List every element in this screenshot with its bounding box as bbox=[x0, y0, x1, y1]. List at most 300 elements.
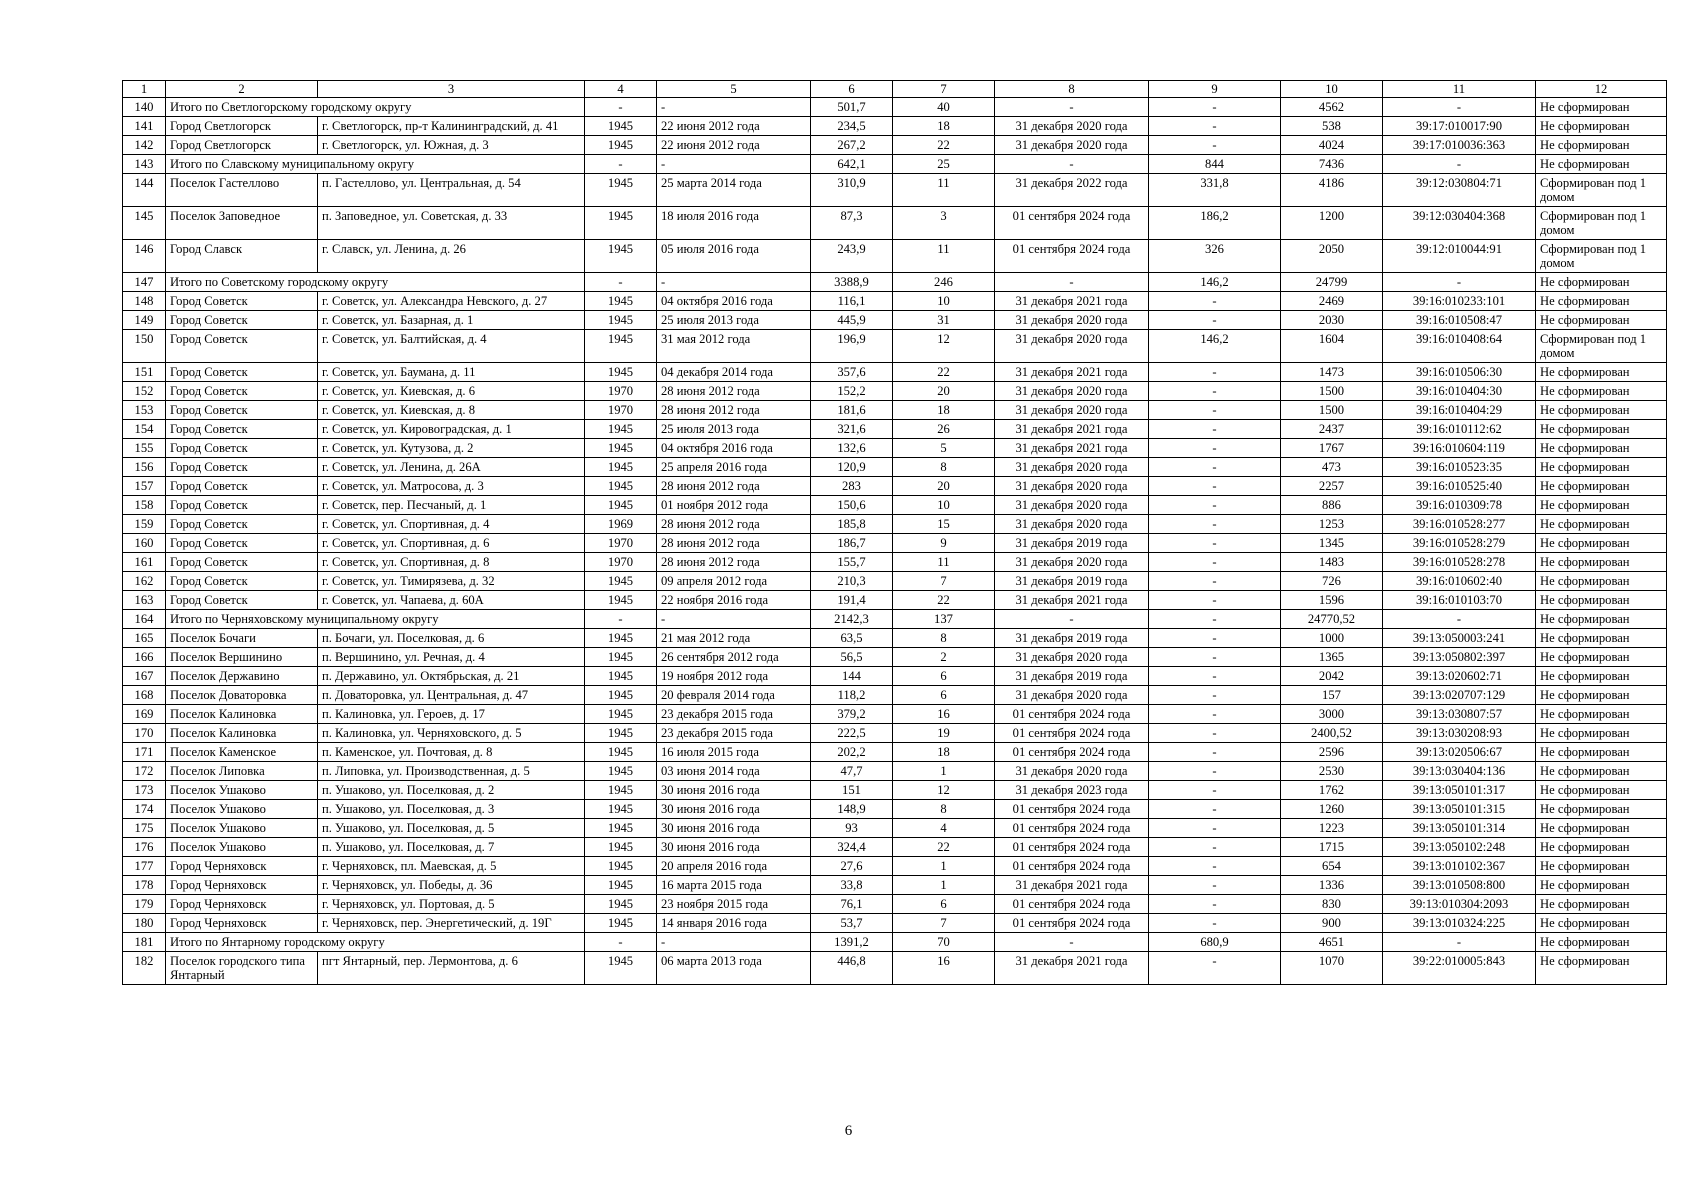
row-number-cell: 172 bbox=[123, 762, 166, 781]
land-area-cell: - bbox=[1149, 477, 1281, 496]
cost-cell: 24770,52 bbox=[1281, 610, 1383, 629]
cadastral-number-cell: 39:17:010017:90 bbox=[1383, 117, 1536, 136]
settlement-name-cell: Город Советск bbox=[166, 515, 318, 534]
land-status-cell: Не сформирован bbox=[1536, 648, 1667, 667]
land-status-cell: Не сформирован bbox=[1536, 914, 1667, 933]
recognition-date-cell: 28 июня 2012 года bbox=[657, 401, 811, 420]
row-number-cell: 161 bbox=[123, 553, 166, 572]
total-row bbox=[123, 933, 1667, 952]
relocation-date-cell: 31 декабря 2020 года bbox=[995, 330, 1149, 363]
column-number: 7 bbox=[893, 81, 995, 98]
cost-cell: 1253 bbox=[1281, 515, 1383, 534]
table-row bbox=[123, 534, 1667, 553]
column-number: 10 bbox=[1281, 81, 1383, 98]
area-cell: 283 bbox=[811, 477, 893, 496]
land-area-cell: - bbox=[1149, 895, 1281, 914]
address-cell: п. Гастеллово, ул. Центральная, д. 54 bbox=[318, 174, 585, 207]
land-status-cell: Не сформирован bbox=[1536, 857, 1667, 876]
year-built-cell: 1945 bbox=[585, 207, 657, 240]
area-cell: 33,8 bbox=[811, 876, 893, 895]
land-status-cell: Не сформирован bbox=[1536, 895, 1667, 914]
relocation-date-cell: 31 декабря 2019 года bbox=[995, 534, 1149, 553]
recognition-date-cell: 23 ноября 2015 года bbox=[657, 895, 811, 914]
address-cell: г. Черняховск, пл. Маевская, д. 5 bbox=[318, 857, 585, 876]
land-status-cell: Не сформирован bbox=[1536, 420, 1667, 439]
year-built-cell: 1945 bbox=[585, 174, 657, 207]
relocation-date-cell: 31 декабря 2019 года bbox=[995, 629, 1149, 648]
area-cell: 222,5 bbox=[811, 724, 893, 743]
relocation-date-cell: 31 декабря 2021 года bbox=[995, 420, 1149, 439]
area-cell: 132,6 bbox=[811, 439, 893, 458]
land-area-cell: - bbox=[1149, 496, 1281, 515]
land-status-cell: Не сформирован bbox=[1536, 363, 1667, 382]
year-built-cell: 1945 bbox=[585, 330, 657, 363]
land-area-cell: - bbox=[1149, 724, 1281, 743]
recognition-date-cell: 14 января 2016 года bbox=[657, 914, 811, 933]
address-cell: г. Советск, ул. Кировоградская, д. 1 bbox=[318, 420, 585, 439]
row-number-cell: 168 bbox=[123, 686, 166, 705]
relocation-date-cell: 31 декабря 2020 года bbox=[995, 553, 1149, 572]
row-number-cell: 150 bbox=[123, 330, 166, 363]
residents-count-cell: 25 bbox=[893, 155, 995, 174]
year-built-cell: 1969 bbox=[585, 515, 657, 534]
row-number-cell: 173 bbox=[123, 781, 166, 800]
cadastral-number-cell: 39:13:050101:315 bbox=[1383, 800, 1536, 819]
recognition-date-cell: 26 сентября 2012 года bbox=[657, 648, 811, 667]
total-row bbox=[123, 610, 1667, 629]
area-cell: 310,9 bbox=[811, 174, 893, 207]
cost-cell: 4024 bbox=[1281, 136, 1383, 155]
cadastral-number-cell: - bbox=[1383, 155, 1536, 174]
row-number-cell: 170 bbox=[123, 724, 166, 743]
table-row bbox=[123, 477, 1667, 496]
column-number: 3 bbox=[318, 81, 585, 98]
land-status-cell: Не сформирован bbox=[1536, 705, 1667, 724]
recognition-date-cell: 09 апреля 2012 года bbox=[657, 572, 811, 591]
page-number: 6 bbox=[844, 1123, 853, 1139]
land-area-cell: - bbox=[1149, 819, 1281, 838]
table-row bbox=[123, 420, 1667, 439]
residents-count-cell: 16 bbox=[893, 952, 995, 985]
row-number-cell: 166 bbox=[123, 648, 166, 667]
residents-count-cell: 11 bbox=[893, 240, 995, 273]
residents-count-cell: 22 bbox=[893, 363, 995, 382]
residents-count-cell: 1 bbox=[893, 857, 995, 876]
recognition-date-cell: 01 ноября 2012 года bbox=[657, 496, 811, 515]
recognition-date-cell: 20 апреля 2016 года bbox=[657, 857, 811, 876]
row-number-cell: 146 bbox=[123, 240, 166, 273]
table-row bbox=[123, 401, 1667, 420]
year-built-cell: - bbox=[585, 933, 657, 952]
address-cell: г. Советск, ул. Кутузова, д. 2 bbox=[318, 439, 585, 458]
table-row bbox=[123, 895, 1667, 914]
recognition-date-cell: 23 декабря 2015 года bbox=[657, 705, 811, 724]
year-built-cell: 1970 bbox=[585, 534, 657, 553]
address-cell: г. Советск, пер. Песчаный, д. 1 bbox=[318, 496, 585, 515]
settlement-name-cell: Город Советск bbox=[166, 477, 318, 496]
area-cell: 642,1 bbox=[811, 155, 893, 174]
cadastral-number-cell: 39:13:050102:248 bbox=[1383, 838, 1536, 857]
table-row bbox=[123, 876, 1667, 895]
settlement-name-cell: Поселок Калиновка bbox=[166, 705, 318, 724]
settlement-name-cell: Город Советск bbox=[166, 534, 318, 553]
row-number-cell: 167 bbox=[123, 667, 166, 686]
table-row bbox=[123, 686, 1667, 705]
cadastral-number-cell: 39:16:010528:279 bbox=[1383, 534, 1536, 553]
residents-count-cell: 22 bbox=[893, 591, 995, 610]
recognition-date-cell: 28 июня 2012 года bbox=[657, 382, 811, 401]
cadastral-number-cell: 39:16:010112:62 bbox=[1383, 420, 1536, 439]
cost-cell: 830 bbox=[1281, 895, 1383, 914]
cadastral-number-cell: 39:16:010404:29 bbox=[1383, 401, 1536, 420]
address-cell: г. Черняховск, ул. Победы, д. 36 bbox=[318, 876, 585, 895]
cadastral-number-cell: 39:13:010508:800 bbox=[1383, 876, 1536, 895]
residents-count-cell: 22 bbox=[893, 136, 995, 155]
address-cell: п. Бочаги, ул. Поселковая, д. 6 bbox=[318, 629, 585, 648]
recognition-date-cell: 19 ноября 2012 года bbox=[657, 667, 811, 686]
year-built-cell: 1945 bbox=[585, 420, 657, 439]
relocation-date-cell: 01 сентября 2024 года bbox=[995, 743, 1149, 762]
year-built-cell: 1970 bbox=[585, 553, 657, 572]
address-cell: г. Советск, ул. Балтийская, д. 4 bbox=[318, 330, 585, 363]
land-status-cell: Не сформирован bbox=[1536, 591, 1667, 610]
land-status-cell: Не сформирован bbox=[1536, 667, 1667, 686]
recognition-date-cell: - bbox=[657, 610, 811, 629]
table-row bbox=[123, 667, 1667, 686]
cadastral-number-cell: 39:13:010102:367 bbox=[1383, 857, 1536, 876]
column-number: 5 bbox=[657, 81, 811, 98]
column-number: 6 bbox=[811, 81, 893, 98]
land-status-cell: Не сформирован bbox=[1536, 292, 1667, 311]
recognition-date-cell: - bbox=[657, 273, 811, 292]
land-area-cell: 146,2 bbox=[1149, 273, 1281, 292]
settlement-name-cell: Итого по Славскому муниципальному округу bbox=[166, 155, 585, 174]
table-row bbox=[123, 240, 1667, 273]
row-number-cell: 178 bbox=[123, 876, 166, 895]
settlement-name-cell: Поселок Заповедное bbox=[166, 207, 318, 240]
settlement-name-cell: Город Черняховск bbox=[166, 876, 318, 895]
recognition-date-cell: 22 июня 2012 года bbox=[657, 136, 811, 155]
year-built-cell: 1945 bbox=[585, 117, 657, 136]
year-built-cell: 1945 bbox=[585, 311, 657, 330]
settlement-name-cell: Город Советск bbox=[166, 591, 318, 610]
address-cell: г. Советск, ул. Базарная, д. 1 bbox=[318, 311, 585, 330]
cadastral-number-cell: 39:13:030404:136 bbox=[1383, 762, 1536, 781]
row-number-cell: 176 bbox=[123, 838, 166, 857]
cost-cell: 157 bbox=[1281, 686, 1383, 705]
land-area-cell: - bbox=[1149, 914, 1281, 933]
residents-count-cell: 2 bbox=[893, 648, 995, 667]
cost-cell: 3000 bbox=[1281, 705, 1383, 724]
year-built-cell: 1945 bbox=[585, 876, 657, 895]
address-cell: п. Каменское, ул. Почтовая, д. 8 bbox=[318, 743, 585, 762]
land-status-cell: Не сформирован bbox=[1536, 477, 1667, 496]
cost-cell: 1336 bbox=[1281, 876, 1383, 895]
row-number-cell: 179 bbox=[123, 895, 166, 914]
recognition-date-cell: 22 ноября 2016 года bbox=[657, 591, 811, 610]
cadastral-number-cell: 39:16:010233:101 bbox=[1383, 292, 1536, 311]
column-number: 12 bbox=[1536, 81, 1667, 98]
land-status-cell: Не сформирован bbox=[1536, 800, 1667, 819]
settlement-name-cell: Город Советск bbox=[166, 458, 318, 477]
table-row bbox=[123, 648, 1667, 667]
cost-cell: 1483 bbox=[1281, 553, 1383, 572]
area-cell: 181,6 bbox=[811, 401, 893, 420]
land-area-cell: - bbox=[1149, 292, 1281, 311]
cadastral-number-cell: 39:12:010044:91 bbox=[1383, 240, 1536, 273]
residents-count-cell: 137 bbox=[893, 610, 995, 629]
land-status-cell: Не сформирован bbox=[1536, 439, 1667, 458]
residents-count-cell: 40 bbox=[893, 98, 995, 117]
settlement-name-cell: Поселок Ушаково bbox=[166, 838, 318, 857]
address-cell: г. Черняховск, пер. Энергетический, д. 19Г bbox=[318, 914, 585, 933]
table-row bbox=[123, 724, 1667, 743]
land-area-cell: - bbox=[1149, 629, 1281, 648]
settlement-name-cell: Итого по Советскому городскому округу bbox=[166, 273, 585, 292]
area-cell: 321,6 bbox=[811, 420, 893, 439]
table-row bbox=[123, 382, 1667, 401]
recognition-date-cell: 31 мая 2012 года bbox=[657, 330, 811, 363]
cadastral-number-cell: - bbox=[1383, 610, 1536, 629]
cost-cell: 1260 bbox=[1281, 800, 1383, 819]
row-number-cell: 180 bbox=[123, 914, 166, 933]
recognition-date-cell: 30 июня 2016 года bbox=[657, 819, 811, 838]
cadastral-number-cell: 39:16:010508:47 bbox=[1383, 311, 1536, 330]
residents-count-cell: 8 bbox=[893, 458, 995, 477]
row-number-cell: 182 bbox=[123, 952, 166, 985]
relocation-date-cell: 01 сентября 2024 года bbox=[995, 838, 1149, 857]
year-built-cell: - bbox=[585, 155, 657, 174]
recognition-date-cell: 25 июля 2013 года bbox=[657, 311, 811, 330]
cadastral-number-cell: 39:13:030208:93 bbox=[1383, 724, 1536, 743]
land-area-cell: - bbox=[1149, 311, 1281, 330]
table-row bbox=[123, 117, 1667, 136]
residents-count-cell: 26 bbox=[893, 420, 995, 439]
recognition-date-cell: 03 июня 2014 года bbox=[657, 762, 811, 781]
residents-count-cell: 12 bbox=[893, 330, 995, 363]
area-cell: 324,4 bbox=[811, 838, 893, 857]
row-number-cell: 177 bbox=[123, 857, 166, 876]
cadastral-number-cell: 39:16:010523:35 bbox=[1383, 458, 1536, 477]
land-area-cell: - bbox=[1149, 534, 1281, 553]
settlement-name-cell: Город Светлогорск bbox=[166, 136, 318, 155]
area-cell: 2142,3 bbox=[811, 610, 893, 629]
residents-count-cell: 11 bbox=[893, 174, 995, 207]
recognition-date-cell: 16 июля 2015 года bbox=[657, 743, 811, 762]
residents-count-cell: 7 bbox=[893, 572, 995, 591]
cadastral-number-cell: 39:16:010528:277 bbox=[1383, 515, 1536, 534]
land-area-cell: 331,8 bbox=[1149, 174, 1281, 207]
area-cell: 3388,9 bbox=[811, 273, 893, 292]
year-built-cell: 1945 bbox=[585, 743, 657, 762]
row-number-cell: 147 bbox=[123, 273, 166, 292]
recognition-date-cell: - bbox=[657, 155, 811, 174]
row-number-cell: 152 bbox=[123, 382, 166, 401]
settlement-name-cell: Город Советск bbox=[166, 553, 318, 572]
settlement-name-cell: Поселок Гастеллово bbox=[166, 174, 318, 207]
settlement-name-cell: Поселок Вершинино bbox=[166, 648, 318, 667]
row-number-cell: 144 bbox=[123, 174, 166, 207]
year-built-cell: 1945 bbox=[585, 838, 657, 857]
address-cell: г. Советск, ул. Баумана, д. 11 bbox=[318, 363, 585, 382]
year-built-cell: 1970 bbox=[585, 382, 657, 401]
recognition-date-cell: 04 октября 2016 года bbox=[657, 439, 811, 458]
relocation-date-cell: 31 декабря 2020 года bbox=[995, 648, 1149, 667]
cost-cell: 2437 bbox=[1281, 420, 1383, 439]
residents-count-cell: 18 bbox=[893, 117, 995, 136]
recognition-date-cell: 04 октября 2016 года bbox=[657, 292, 811, 311]
address-cell: п. Ушаково, ул. Поселковая, д. 5 bbox=[318, 819, 585, 838]
relocation-date-cell: 31 декабря 2020 года bbox=[995, 496, 1149, 515]
column-number: 2 bbox=[166, 81, 318, 98]
settlement-name-cell: Поселок Ушаково bbox=[166, 781, 318, 800]
address-cell: п. Калиновка, ул. Черняховского, д. 5 bbox=[318, 724, 585, 743]
residents-count-cell: 246 bbox=[893, 273, 995, 292]
address-cell: п. Ушаково, ул. Поселковая, д. 3 bbox=[318, 800, 585, 819]
area-cell: 243,9 bbox=[811, 240, 893, 273]
area-cell: 148,9 bbox=[811, 800, 893, 819]
cost-cell: 726 bbox=[1281, 572, 1383, 591]
address-cell: пгт Янтарный, пер. Лермонтова, д. 6 bbox=[318, 952, 585, 985]
year-built-cell: 1945 bbox=[585, 439, 657, 458]
table-row bbox=[123, 458, 1667, 477]
settlement-name-cell: Поселок Липовка bbox=[166, 762, 318, 781]
relocation-date-cell: 01 сентября 2024 года bbox=[995, 207, 1149, 240]
recognition-date-cell: 18 июля 2016 года bbox=[657, 207, 811, 240]
column-number: 4 bbox=[585, 81, 657, 98]
row-number-cell: 174 bbox=[123, 800, 166, 819]
settlement-name-cell: Город Черняховск bbox=[166, 914, 318, 933]
cadastral-number-cell: 39:16:010506:30 bbox=[1383, 363, 1536, 382]
cost-cell: 1596 bbox=[1281, 591, 1383, 610]
land-area-cell: - bbox=[1149, 553, 1281, 572]
area-cell: 116,1 bbox=[811, 292, 893, 311]
residents-count-cell: 18 bbox=[893, 401, 995, 420]
year-built-cell: 1945 bbox=[585, 781, 657, 800]
land-status-cell: Не сформирован bbox=[1536, 273, 1667, 292]
address-cell: г. Славск, ул. Ленина, д. 26 bbox=[318, 240, 585, 273]
table-row bbox=[123, 800, 1667, 819]
area-cell: 155,7 bbox=[811, 553, 893, 572]
column-number: 11 bbox=[1383, 81, 1536, 98]
cost-cell: 1000 bbox=[1281, 629, 1383, 648]
land-status-cell: Не сформирован bbox=[1536, 534, 1667, 553]
relocation-date-cell: 31 декабря 2023 года bbox=[995, 781, 1149, 800]
table-row bbox=[123, 838, 1667, 857]
table-row bbox=[123, 207, 1667, 240]
settlement-name-cell: Итого по Черняховскому муниципальному округу bbox=[166, 610, 585, 629]
address-cell: п. Заповедное, ул. Советская, д. 33 bbox=[318, 207, 585, 240]
residents-count-cell: 18 bbox=[893, 743, 995, 762]
settlement-name-cell: Город Советск bbox=[166, 439, 318, 458]
row-number-cell: 154 bbox=[123, 420, 166, 439]
land-area-cell: 146,2 bbox=[1149, 330, 1281, 363]
cadastral-number-cell: 39:16:010404:30 bbox=[1383, 382, 1536, 401]
year-built-cell: - bbox=[585, 610, 657, 629]
recognition-date-cell: 20 февраля 2014 года bbox=[657, 686, 811, 705]
settlement-name-cell: Поселок Доваторовка bbox=[166, 686, 318, 705]
row-number-cell: 158 bbox=[123, 496, 166, 515]
year-built-cell: 1945 bbox=[585, 363, 657, 382]
year-built-cell: 1945 bbox=[585, 136, 657, 155]
relocation-date-cell: 01 сентября 2024 года bbox=[995, 800, 1149, 819]
address-cell: г. Советск, ул. Ленина, д. 26А bbox=[318, 458, 585, 477]
cost-cell: 4651 bbox=[1281, 933, 1383, 952]
area-cell: 267,2 bbox=[811, 136, 893, 155]
residents-count-cell: 6 bbox=[893, 686, 995, 705]
land-status-cell: Не сформирован bbox=[1536, 876, 1667, 895]
row-number-cell: 145 bbox=[123, 207, 166, 240]
cost-cell: 2050 bbox=[1281, 240, 1383, 273]
cost-cell: 1473 bbox=[1281, 363, 1383, 382]
area-cell: 445,9 bbox=[811, 311, 893, 330]
residents-count-cell: 19 bbox=[893, 724, 995, 743]
relocation-date-cell: 01 сентября 2024 года bbox=[995, 240, 1149, 273]
cadastral-number-cell: 39:13:030807:57 bbox=[1383, 705, 1536, 724]
land-area-cell: - bbox=[1149, 420, 1281, 439]
land-area-cell: - bbox=[1149, 610, 1281, 629]
relocation-date-cell: 31 декабря 2020 года bbox=[995, 136, 1149, 155]
land-status-cell: Не сформирован bbox=[1536, 762, 1667, 781]
area-cell: 151 bbox=[811, 781, 893, 800]
table-row bbox=[123, 914, 1667, 933]
land-area-cell: - bbox=[1149, 382, 1281, 401]
cadastral-number-cell: - bbox=[1383, 933, 1536, 952]
year-built-cell: - bbox=[585, 98, 657, 117]
row-number-cell: 165 bbox=[123, 629, 166, 648]
row-number-cell: 149 bbox=[123, 311, 166, 330]
land-status-cell: Не сформирован bbox=[1536, 98, 1667, 117]
year-built-cell: 1945 bbox=[585, 952, 657, 985]
year-built-cell: 1945 bbox=[585, 667, 657, 686]
address-cell: п. Державино, ул. Октябрьская, д. 21 bbox=[318, 667, 585, 686]
row-number-cell: 141 bbox=[123, 117, 166, 136]
row-number-cell: 175 bbox=[123, 819, 166, 838]
year-built-cell: 1945 bbox=[585, 819, 657, 838]
relocation-date-cell: 31 декабря 2021 года bbox=[995, 292, 1149, 311]
cost-cell: 473 bbox=[1281, 458, 1383, 477]
land-area-cell: - bbox=[1149, 439, 1281, 458]
cost-cell: 1715 bbox=[1281, 838, 1383, 857]
address-cell: г. Светлогорск, ул. Южная, д. 3 bbox=[318, 136, 585, 155]
land-status-cell: Не сформирован bbox=[1536, 781, 1667, 800]
area-cell: 501,7 bbox=[811, 98, 893, 117]
residents-count-cell: 11 bbox=[893, 553, 995, 572]
land-status-cell: Не сформирован bbox=[1536, 686, 1667, 705]
land-status-cell: Не сформирован bbox=[1536, 952, 1667, 985]
cadastral-number-cell: 39:13:050802:397 bbox=[1383, 648, 1536, 667]
address-cell: п. Вершинино, ул. Речная, д. 4 bbox=[318, 648, 585, 667]
land-status-cell: Сформирован под 1 домом bbox=[1536, 330, 1667, 363]
cadastral-number-cell: 39:13:020707:129 bbox=[1383, 686, 1536, 705]
settlement-name-cell: Поселок Калиновка bbox=[166, 724, 318, 743]
settlement-name-cell: Поселок Ушаково bbox=[166, 819, 318, 838]
column-number: 1 bbox=[123, 81, 166, 98]
year-built-cell: 1945 bbox=[585, 458, 657, 477]
column-number-row bbox=[123, 81, 1667, 98]
row-number-cell: 153 bbox=[123, 401, 166, 420]
area-cell: 150,6 bbox=[811, 496, 893, 515]
recognition-date-cell: 06 марта 2013 года bbox=[657, 952, 811, 985]
table-row bbox=[123, 496, 1667, 515]
row-number-cell: 151 bbox=[123, 363, 166, 382]
table-row bbox=[123, 591, 1667, 610]
land-status-cell: Не сформирован bbox=[1536, 401, 1667, 420]
recognition-date-cell: 16 марта 2015 года bbox=[657, 876, 811, 895]
cost-cell: 1500 bbox=[1281, 382, 1383, 401]
relocation-date-cell: 31 декабря 2020 года bbox=[995, 515, 1149, 534]
relocation-date-cell: - bbox=[995, 933, 1149, 952]
